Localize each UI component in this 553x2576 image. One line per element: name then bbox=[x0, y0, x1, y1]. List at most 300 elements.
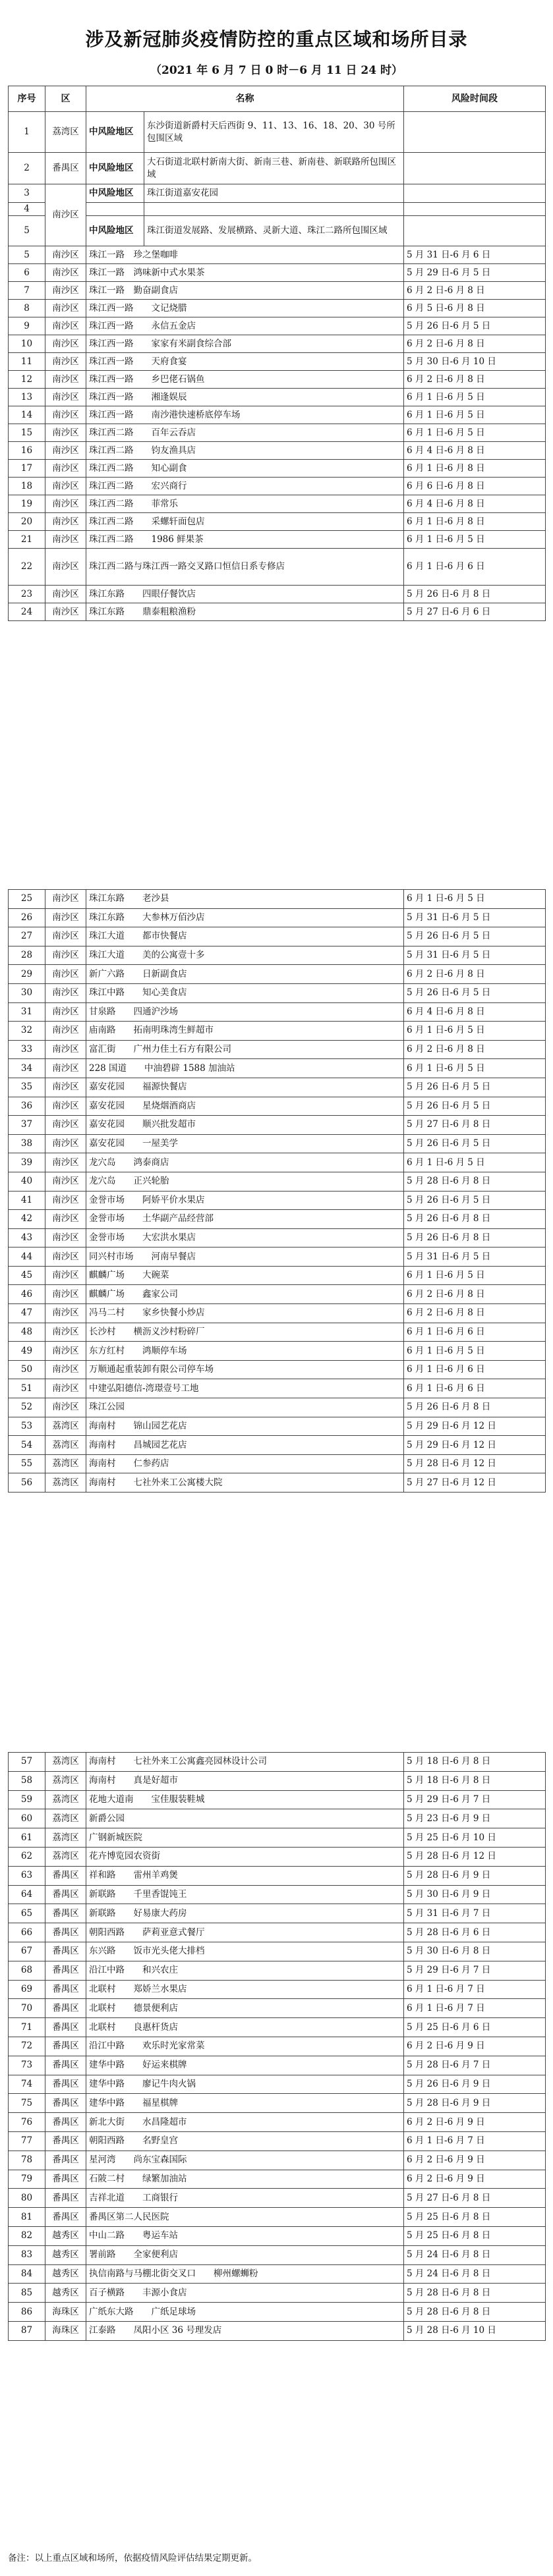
row-district: 番禺区 bbox=[45, 1942, 86, 1961]
row-district: 南沙区 bbox=[45, 1002, 86, 1022]
row-number: 51 bbox=[9, 1379, 45, 1398]
place-name: 珠江西一路 天府食宴 bbox=[86, 353, 404, 371]
place-name: 珠江一路 勤奋副食店 bbox=[86, 282, 404, 300]
row-district: 南沙区 bbox=[45, 1266, 86, 1285]
row-number: 39 bbox=[9, 1153, 45, 1172]
row-district: 南沙区 bbox=[45, 1153, 86, 1172]
table-row bbox=[9, 478, 546, 495]
risk-time: 6 月 1 日-6 月 5 日 bbox=[404, 1342, 546, 1361]
row-district: 南沙区 bbox=[45, 1398, 86, 1417]
table-row bbox=[9, 1417, 546, 1436]
row-district: 番禺区 bbox=[45, 2131, 86, 2151]
place-name: 珠江西一路 湘逢娱辰 bbox=[86, 389, 404, 406]
table-row bbox=[9, 2189, 546, 2208]
row-number: 87 bbox=[9, 2321, 45, 2340]
row-number: 64 bbox=[9, 1885, 45, 1904]
risk-time: 5 月 27 日-6 月 12 日 bbox=[404, 1473, 546, 1493]
footnote: 备注：以上重点区域和场所，依据疫情风险评估结果定期更新。 bbox=[8, 2553, 257, 2563]
row-number: 32 bbox=[9, 1022, 45, 1041]
row-district: 荔湾区 bbox=[45, 1809, 86, 1828]
table-row bbox=[9, 2131, 546, 2151]
row-district: 南沙区 bbox=[45, 1116, 86, 1135]
row-district: 越秀区 bbox=[45, 2226, 86, 2245]
risk-time: 6 月 2 日-6 月 9 日 bbox=[404, 2151, 546, 2170]
place-name: 珠江西二路 钧友渔具店 bbox=[86, 442, 404, 460]
row-number: 16 bbox=[9, 442, 45, 460]
row-number: 5 bbox=[9, 246, 45, 264]
row-district: 南沙区 bbox=[45, 1342, 86, 1361]
risk-time: 5 月 27 日-6 月 8 日 bbox=[404, 2189, 546, 2208]
table-row bbox=[9, 2018, 546, 2037]
risk-time: 5 月 28 日-6 月 9 日 bbox=[404, 1866, 546, 1885]
row-district: 海珠区 bbox=[45, 2321, 86, 2340]
place-name: 金誉市场 阿娇平价水果店 bbox=[86, 1191, 404, 1210]
place-name: 珠江西二路 1986 鲜果茶 bbox=[86, 531, 404, 549]
table-row bbox=[9, 1980, 546, 1999]
table-row bbox=[9, 371, 546, 389]
risk-area-row bbox=[9, 153, 546, 184]
risk-time: 6 月 1 日-6 月 7 日 bbox=[404, 1999, 546, 2018]
row-number: 47 bbox=[9, 1304, 45, 1323]
row-district: 南沙区 bbox=[45, 908, 86, 927]
table-row bbox=[9, 495, 546, 513]
place-name: 同兴村市场 河南早餐店 bbox=[86, 1247, 404, 1267]
row-district: 番禺区 bbox=[45, 2075, 86, 2094]
table-row bbox=[9, 282, 546, 300]
risk-time: 6 月 1 日-6 月 5 日 bbox=[404, 1153, 546, 1172]
row-district: 南沙区 bbox=[45, 549, 86, 586]
place-name: 番禺区第二人民医院 bbox=[86, 2208, 404, 2227]
row-number: 21 bbox=[9, 531, 45, 549]
row-district: 荔湾区 bbox=[45, 1753, 86, 1772]
row-number: 80 bbox=[9, 2189, 45, 2208]
risk-level: 中风险地区 bbox=[86, 153, 144, 184]
row-number: 37 bbox=[9, 1116, 45, 1135]
row-number: 66 bbox=[9, 1923, 45, 1942]
table-row bbox=[9, 1228, 546, 1247]
place-name: 嘉安花园 星烧烟酒商店 bbox=[86, 1097, 404, 1116]
table-row bbox=[9, 1134, 546, 1153]
risk-time: 6 月 1 日-6 月 5 日 bbox=[404, 890, 546, 909]
row-district: 越秀区 bbox=[45, 2264, 86, 2284]
row-number: 35 bbox=[9, 1078, 45, 1097]
row-number: 12 bbox=[9, 371, 45, 389]
row-number: 67 bbox=[9, 1942, 45, 1961]
table-row bbox=[9, 1454, 546, 1473]
table-row bbox=[9, 586, 546, 603]
places-table-page-3 bbox=[8, 1752, 546, 2341]
risk-time: 5 月 28 日-6 月 6 日 bbox=[404, 1923, 546, 1942]
table-row bbox=[9, 513, 546, 531]
place-name: 珠江东路 鼎泰粗粮渔粉 bbox=[86, 603, 404, 621]
row-district: 南沙区 bbox=[45, 478, 86, 495]
row-number: 58 bbox=[9, 1771, 45, 1790]
table-row bbox=[9, 1342, 546, 1361]
place-name: 北联村 郑娇兰水果店 bbox=[86, 1980, 404, 1999]
risk-level: 中风险地区 bbox=[86, 216, 144, 246]
row-district: 番禺区 bbox=[45, 2056, 86, 2075]
row-number: 59 bbox=[9, 1790, 45, 1809]
risk-time: 5 月 30 日-6 月 10 日 bbox=[404, 353, 546, 371]
risk-time: 5 月 31 日-6 月 6 日 bbox=[404, 246, 546, 264]
row-number: 30 bbox=[9, 983, 45, 1002]
row-number: 48 bbox=[9, 1323, 45, 1342]
place-name: 珠江西一路 文记烧腊 bbox=[86, 300, 404, 317]
place-name: 万顺通起重装卸有限公司停车场 bbox=[86, 1360, 404, 1379]
row-district: 荔湾区 bbox=[45, 1473, 86, 1493]
place-name: 署前路 全家便利店 bbox=[86, 2245, 404, 2264]
row-number: 14 bbox=[9, 406, 45, 424]
table-row bbox=[9, 1323, 546, 1342]
row-number: 36 bbox=[9, 1097, 45, 1116]
place-name: 金誉市场 大宏洪水果店 bbox=[86, 1228, 404, 1247]
table-row bbox=[9, 1885, 546, 1904]
table-row bbox=[9, 2113, 546, 2132]
risk-time: 5 月 28 日-6 月 9 日 bbox=[404, 2094, 546, 2113]
row-district: 南沙区 bbox=[45, 983, 86, 1002]
row-number: 55 bbox=[9, 1454, 45, 1473]
row-number: 77 bbox=[9, 2131, 45, 2151]
row-number: 25 bbox=[9, 890, 45, 909]
place-name: 吉祥北道 工商银行 bbox=[86, 2189, 404, 2208]
place-name: 庙南路 拓南明珠湾生鲜超市 bbox=[86, 1022, 404, 1041]
place-name: 中山二路 粤运车站 bbox=[86, 2226, 404, 2245]
table-row bbox=[9, 2245, 546, 2264]
risk-time: 6 月 2 日-6 月 8 日 bbox=[404, 335, 546, 353]
place-name: 海南村 七社外来工公寓鑫亮园林设计公司 bbox=[86, 1753, 404, 1772]
place-name: 龙穴岛 鸿泰商店 bbox=[86, 1153, 404, 1172]
risk-time: 5 月 23 日-6 月 9 日 bbox=[404, 1809, 546, 1828]
place-name: 海南村 仁参药店 bbox=[86, 1454, 404, 1473]
place-name: 东方红村 鸿顺停车场 bbox=[86, 1342, 404, 1361]
row-district: 南沙区 bbox=[45, 927, 86, 946]
table-row bbox=[9, 1116, 546, 1135]
row-district: 南沙区 bbox=[45, 603, 86, 621]
row-district: 南沙区 bbox=[45, 1210, 86, 1229]
row-district: 南沙区 bbox=[45, 300, 86, 317]
table-row bbox=[9, 2284, 546, 2303]
row-number: 71 bbox=[9, 2018, 45, 2037]
table-row bbox=[9, 335, 546, 353]
risk-time: 5 月 31 日-6 月 7 日 bbox=[404, 1904, 546, 1923]
risk-time: 6 月 2 日-6 月 8 日 bbox=[404, 371, 546, 389]
table-row bbox=[9, 246, 546, 264]
risk-time: 6 月 1 日-6 月 5 日 bbox=[404, 1266, 546, 1285]
table-row bbox=[9, 460, 546, 478]
risk-time: 5 月 30 日-6 月 9 日 bbox=[404, 1885, 546, 1904]
risk-time: 5 月 28 日-6 月 12 日 bbox=[404, 1847, 546, 1866]
table-row bbox=[9, 1022, 546, 1041]
row-district: 南沙区 bbox=[45, 1285, 86, 1304]
risk-time: 5 月 31 日-6 月 5 日 bbox=[404, 1247, 546, 1267]
table-row bbox=[9, 965, 546, 984]
table-row bbox=[9, 1210, 546, 1229]
table-row bbox=[9, 389, 546, 406]
place-name: 珠江中路 知心美食店 bbox=[86, 983, 404, 1002]
row-district: 南沙区 bbox=[45, 946, 86, 965]
table-row bbox=[9, 946, 546, 965]
table-row bbox=[9, 1809, 546, 1828]
risk-time: 5 月 28 日-6 月 12 日 bbox=[404, 1454, 546, 1473]
table-row bbox=[9, 2226, 546, 2245]
risk-time: 5 月 29 日-6 月 7 日 bbox=[404, 1961, 546, 1980]
row-number: 1 bbox=[9, 112, 45, 153]
place-name: 百子横路 丰源小食店 bbox=[86, 2284, 404, 2303]
place-name: 珠江东路 四眼仔餐饮店 bbox=[86, 586, 404, 603]
risk-time: 6 月 1 日-6 月 5 日 bbox=[404, 531, 546, 549]
header-no: 序号 bbox=[9, 86, 45, 112]
place-name: 珠江东路 老沙县 bbox=[86, 890, 404, 909]
row-risk-time bbox=[404, 203, 546, 216]
row-risk-time bbox=[404, 184, 546, 203]
place-name: 建华中路 好运来棋牌 bbox=[86, 2056, 404, 2075]
row-district: 荔湾区 bbox=[45, 1790, 86, 1809]
row-district: 南沙区 bbox=[45, 586, 86, 603]
row-number: 17 bbox=[9, 460, 45, 478]
row-number: 42 bbox=[9, 1210, 45, 1229]
place-name: 珠江大道 美的公寓壹十多 bbox=[86, 946, 404, 965]
place-name: 嘉安花园 顺兴批发超市 bbox=[86, 1116, 404, 1135]
row-number: 3 bbox=[9, 184, 45, 203]
table-row bbox=[9, 1828, 546, 1848]
row-number: 4 bbox=[9, 203, 45, 216]
row-district: 番禺区 bbox=[45, 1885, 86, 1904]
row-number: 57 bbox=[9, 1753, 45, 1772]
row-number: 72 bbox=[9, 2037, 45, 2056]
risk-time: 5 月 27 日-6 月 6 日 bbox=[404, 603, 546, 621]
table-row bbox=[9, 890, 546, 909]
table-row bbox=[9, 2075, 546, 2094]
place-name: 珠江西二路 宏兴商行 bbox=[86, 478, 404, 495]
place-name: 中建弘阳德信-湾璟壹号工地 bbox=[86, 1379, 404, 1398]
risk-time: 5 月 26 日-6 月 5 日 bbox=[404, 927, 546, 946]
row-district: 荔湾区 bbox=[45, 1828, 86, 1848]
place-name: 新北大街 水昌隆超市 bbox=[86, 2113, 404, 2132]
row-district: 南沙区 bbox=[45, 371, 86, 389]
risk-time: 5 月 26 日-6 月 9 日 bbox=[404, 2075, 546, 2094]
row-number: 5 bbox=[9, 216, 45, 246]
row-number: 43 bbox=[9, 1228, 45, 1247]
row-number: 84 bbox=[9, 2264, 45, 2284]
place-name: 东兴路 饭市光头佬大排档 bbox=[86, 1942, 404, 1961]
row-number: 11 bbox=[9, 353, 45, 371]
row-number: 86 bbox=[9, 2303, 45, 2322]
table-row bbox=[9, 1360, 546, 1379]
table-row bbox=[9, 2208, 546, 2227]
risk-time: 6 月 2 日-6 月 8 日 bbox=[404, 1304, 546, 1323]
row-number: 81 bbox=[9, 2208, 45, 2227]
row-district: 南沙区 bbox=[45, 1228, 86, 1247]
risk-time: 5 月 26 日-6 月 8 日 bbox=[404, 586, 546, 603]
row-number: 45 bbox=[9, 1266, 45, 1285]
row-district: 番禺区 bbox=[45, 2208, 86, 2227]
row-number: 63 bbox=[9, 1866, 45, 1885]
row-number: 75 bbox=[9, 2094, 45, 2113]
row-district: 海珠区 bbox=[45, 2303, 86, 2322]
table-row bbox=[9, 549, 546, 586]
risk-time: 6 月 1 日-6 月 6 日 bbox=[404, 1379, 546, 1398]
risk-time: 6 月 2 日-6 月 9 日 bbox=[404, 2037, 546, 2056]
row-number: 10 bbox=[9, 335, 45, 353]
table-row bbox=[9, 264, 546, 282]
row-district: 南沙区 bbox=[45, 246, 86, 264]
place-name: 珠江东路 大参林万佰沙店 bbox=[86, 908, 404, 927]
row-number: 38 bbox=[9, 1134, 45, 1153]
row-number: 73 bbox=[9, 2056, 45, 2075]
row-district: 南沙区 bbox=[45, 1059, 86, 1078]
risk-time: 6 月 6 日-6 月 8 日 bbox=[404, 478, 546, 495]
risk-time: 6 月 1 日-6 月 5 日 bbox=[404, 389, 546, 406]
table-row bbox=[9, 1040, 546, 1059]
row-district: 南沙区 bbox=[45, 1379, 86, 1398]
place-name: 执信南路与马棚北街交叉口 柳州螺蛳粉 bbox=[86, 2264, 404, 2284]
row-number: 76 bbox=[9, 2113, 45, 2132]
row-number: 26 bbox=[9, 908, 45, 927]
risk-time: 6 月 1 日-6 月 7 日 bbox=[404, 1980, 546, 1999]
row-risk-time bbox=[404, 216, 546, 246]
place-name: 建华中路 廖记牛肉火锅 bbox=[86, 2075, 404, 2094]
place-name: 金誉市场 土华副产品经营部 bbox=[86, 1210, 404, 1229]
row-number: 53 bbox=[9, 1417, 45, 1436]
risk-time: 5 月 29 日-6 月 7 日 bbox=[404, 1790, 546, 1809]
row-number: 50 bbox=[9, 1360, 45, 1379]
place-name: 长沙村 横沥义沙村粉碎厂 bbox=[86, 1323, 404, 1342]
risk-time: 5 月 29 日-6 月 12 日 bbox=[404, 1417, 546, 1436]
risk-area-name bbox=[144, 203, 404, 216]
risk-time: 6 月 1 日-6 月 5 日 bbox=[404, 424, 546, 442]
row-district: 番禺区 bbox=[45, 2151, 86, 2170]
row-district: 越秀区 bbox=[45, 2284, 86, 2303]
row-district: 番禺区 bbox=[45, 1923, 86, 1942]
row-number: 24 bbox=[9, 603, 45, 621]
place-name: 建华中路 福星棋牌 bbox=[86, 2094, 404, 2113]
risk-time: 5 月 31 日-6 月 5 日 bbox=[404, 908, 546, 927]
row-number: 41 bbox=[9, 1191, 45, 1210]
risk-time: 5 月 26 日-6 月 5 日 bbox=[404, 317, 546, 335]
risk-time: 6 月 1 日-6 月 5 日 bbox=[404, 406, 546, 424]
risk-time: 5 月 25 日-6 月 8 日 bbox=[404, 2226, 546, 2245]
row-district: 南沙区 bbox=[45, 389, 86, 406]
table-row bbox=[9, 1191, 546, 1210]
row-district: 番禺区 bbox=[45, 153, 86, 184]
place-name: 沿江中路 和兴农庄 bbox=[86, 1961, 404, 1980]
place-name: 珠江西一路 南沙港快速桥底停车场 bbox=[86, 406, 404, 424]
place-name: 朝阳西路 萨莉亚意式餐厅 bbox=[86, 1923, 404, 1942]
table-row bbox=[9, 1002, 546, 1022]
row-district: 番禺区 bbox=[45, 2018, 86, 2037]
row-number: 49 bbox=[9, 1342, 45, 1361]
place-name: 嘉安花园 一屋美学 bbox=[86, 1134, 404, 1153]
row-district: 南沙区 bbox=[45, 1078, 86, 1097]
table-row bbox=[9, 1078, 546, 1097]
table-row bbox=[9, 317, 546, 335]
row-number: 40 bbox=[9, 1172, 45, 1191]
row-number: 52 bbox=[9, 1398, 45, 1417]
row-district: 南沙区 bbox=[45, 406, 86, 424]
risk-time: 6 月 1 日-6 月 6 日 bbox=[404, 1360, 546, 1379]
place-name: 新联路 千里香馄饨王 bbox=[86, 1885, 404, 1904]
risk-time: 5 月 26 日-6 月 8 日 bbox=[404, 1210, 546, 1229]
place-name: 花地大道南 宝佳服装鞋城 bbox=[86, 1790, 404, 1809]
row-number: 27 bbox=[9, 927, 45, 946]
row-district: 南沙区 bbox=[45, 1191, 86, 1210]
risk-time: 5 月 26 日-6 月 5 日 bbox=[404, 1078, 546, 1097]
risk-time: 5 月 26 日-6 月 5 日 bbox=[404, 1097, 546, 1116]
row-district: 南沙区 bbox=[45, 531, 86, 549]
document-subtitle: （2021 年 6 月 7 日 0 时－6 月 11 日 24 时） bbox=[150, 64, 403, 77]
risk-time: 5 月 26 日-6 月 8 日 bbox=[404, 1398, 546, 1417]
table-row bbox=[9, 2094, 546, 2113]
row-district: 南沙区 bbox=[45, 513, 86, 531]
risk-time: 5 月 25 日-6 月 8 日 bbox=[404, 2208, 546, 2227]
row-district: 南沙区 bbox=[45, 1172, 86, 1191]
risk-time: 5 月 31 日-6 月 5 日 bbox=[404, 946, 546, 965]
row-number: 19 bbox=[9, 495, 45, 513]
place-name: 麒麟广场 鑫家公司 bbox=[86, 1285, 404, 1304]
risk-time: 5 月 28 日-6 月 8 日 bbox=[404, 2303, 546, 2322]
row-district: 番禺区 bbox=[45, 2037, 86, 2056]
risk-time: 6 月 4 日-6 月 8 日 bbox=[404, 1002, 546, 1022]
risk-level: 中风险地区 bbox=[86, 184, 144, 203]
place-name: 冯马二村 家乡快餐小炒店 bbox=[86, 1304, 404, 1323]
place-name: 石陂二村 绿繁加油站 bbox=[86, 2170, 404, 2189]
row-district: 南沙区 bbox=[45, 1022, 86, 1041]
risk-area-name: 大石街道北联村新南大街、新南三巷、新南巷、新联路所包围区域 bbox=[144, 153, 404, 184]
row-number: 13 bbox=[9, 389, 45, 406]
risk-time: 5 月 25 日-6 月 10 日 bbox=[404, 1828, 546, 1848]
table-row bbox=[9, 927, 546, 946]
place-name: 海南村 锦山园艺花店 bbox=[86, 1417, 404, 1436]
row-number: 78 bbox=[9, 2151, 45, 2170]
row-number: 74 bbox=[9, 2075, 45, 2094]
table-row bbox=[9, 1473, 546, 1493]
row-district: 南沙区 bbox=[45, 424, 86, 442]
row-district: 南沙区 bbox=[45, 1360, 86, 1379]
risk-level bbox=[86, 203, 144, 216]
row-district: 番禺区 bbox=[45, 1999, 86, 2018]
place-name: 花卉博览园农资街 bbox=[86, 1847, 404, 1866]
table-row bbox=[9, 1172, 546, 1191]
table-row bbox=[9, 1285, 546, 1304]
risk-time: 5 月 28 日-6 月 7 日 bbox=[404, 2056, 546, 2075]
place-name: 沿江中路 欢乐时光家常菜 bbox=[86, 2037, 404, 2056]
place-name: 海南村 昌城园艺花店 bbox=[86, 1436, 404, 1455]
row-district: 南沙区 bbox=[45, 1097, 86, 1116]
table-row bbox=[9, 1790, 546, 1809]
table-row bbox=[9, 1847, 546, 1866]
row-district: 番禺区 bbox=[45, 1961, 86, 1980]
row-number: 54 bbox=[9, 1436, 45, 1455]
table-row bbox=[9, 1866, 546, 1885]
risk-time: 5 月 28 日-6 月 8 日 bbox=[404, 1172, 546, 1191]
table-row bbox=[9, 2056, 546, 2075]
place-name: 珠江西二路 知心副食 bbox=[86, 460, 404, 478]
place-name: 祥和路 雷州羊鸡煲 bbox=[86, 1866, 404, 1885]
row-district: 南沙区 bbox=[45, 965, 86, 984]
place-name: 麒麟广场 大碗菜 bbox=[86, 1266, 404, 1285]
row-district: 南沙区 bbox=[45, 442, 86, 460]
risk-time: 6 月 1 日-6 月 8 日 bbox=[404, 460, 546, 478]
row-district: 南沙区 bbox=[45, 460, 86, 478]
risk-time: 6 月 4 日-6 月 8 日 bbox=[404, 495, 546, 513]
place-name: 珠江西二路 采螺轩面包店 bbox=[86, 513, 404, 531]
row-district: 南沙区 bbox=[45, 1247, 86, 1267]
risk-time: 5 月 26 日-6 月 5 日 bbox=[404, 1191, 546, 1210]
row-number: 46 bbox=[9, 1285, 45, 1304]
table-row bbox=[9, 442, 546, 460]
risk-time: 6 月 1 日-6 月 5 日 bbox=[404, 1022, 546, 1041]
table-row bbox=[9, 2170, 546, 2189]
